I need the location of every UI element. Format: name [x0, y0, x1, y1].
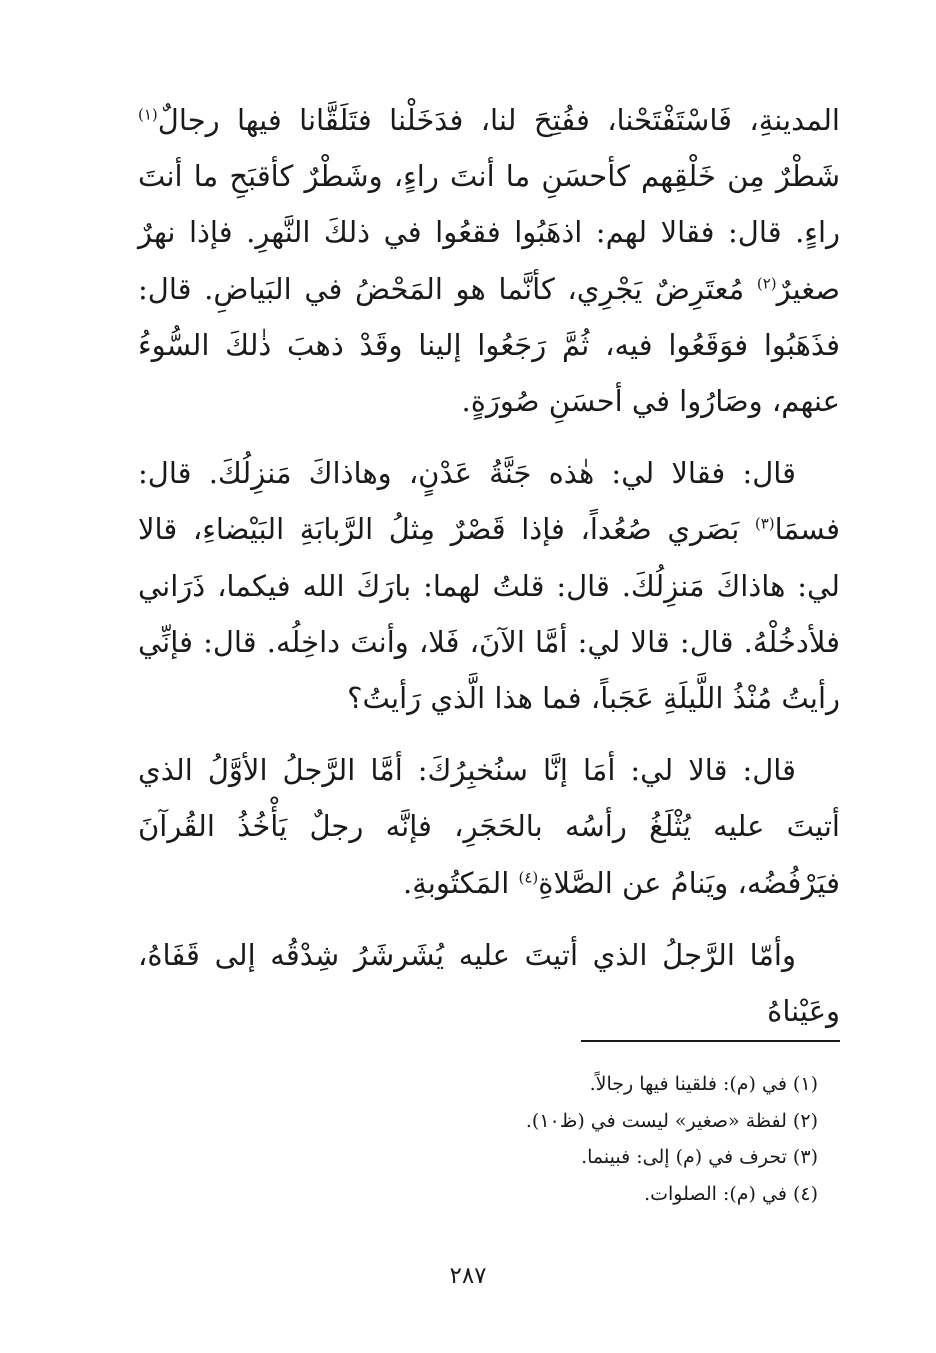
text-run: شَطْرٌ مِن خَلْقِهم كأحسَنِ ما أنتَ راءٍ، وشَطْرٌ كأقبَحِ ما أنتَ راءٍ. قال: فقالا لهم: اذهَبُوا فقعُوا في ذلكَ النَّهرِ. فإذا نهرٌ صغيرٌ [138, 159, 840, 306]
footnote-1: (١) في (م): فلقينا فيها رجالاً. [589, 1073, 818, 1095]
paragraph-3 [138, 742, 840, 911]
text-run: المدينةِ، فَاسْتَفْتَحْنا، ففُتِحَ لنا، فدَخَلْنا فتَلَقَّانا فيها رجالٌ [157, 103, 840, 137]
paragraph-1 [138, 92, 840, 429]
text-run: المَكتُوبةِ. [403, 865, 519, 900]
text-run: وأمّا الرَّجلُ الذي أتيتَ عليه يُشَرشَرُ شِدْقُه إلى قَفَاهُ، وعَيْناهُ [138, 937, 840, 1029]
body-text [138, 92, 840, 1055]
footnote-ref-2: (٢) [756, 273, 777, 292]
footnote-divider [581, 1040, 840, 1042]
text-run: مُعتَرِضٌ يَجْرِي، كأنَّما هو المَحْضُ في البَياضِ. قال: فذَهَبُوا فوَقَعُوا فيه، ثُمَّ رَجَعُوا إلينا وقَدْ ذهبَ ذٰلكَ السُّوءُ عنهم، وصَارُوا في أحسَنِ صُورَةٍ. [138, 271, 840, 419]
paragraph-4 [138, 927, 840, 1039]
footnote-ref-4: (٤) [518, 867, 539, 886]
footnote-3: (٣) تحرف في (م) إلى: فبينما. [581, 1146, 818, 1169]
page-number: ٢٨٧ [449, 1263, 487, 1289]
text-run: قال: فقالا لي: هٰذه جَنَّةُ عَدْنٍ، وهاذاكَ مَنزِلُكَ. قال: فسمَا [138, 456, 840, 547]
footnote-ref-3: (٣) [754, 514, 775, 533]
footnotes [138, 1066, 840, 1212]
text-run: قال: قالا لي: أمَا إنَّا سنُخبِرُكَ: أمَّا الرَّجلُ الأوَّلُ الذي أتيتَ عليه يُثْلَغُ رأسُه بالحَجَرِ، فإنَّه رجلٌ يَأْخُذُ القُرآنَ فيَرْفُضُه، ويَنامُ عن الصَّلاةِ [138, 753, 840, 900]
footnote-4: (٤) في (م): الصلوات. [644, 1182, 818, 1205]
footnote-2: (٢) لفظة «صغير» ليست في (ظ١٠). [525, 1109, 818, 1132]
footnote-ref-1: (١) [138, 105, 158, 124]
text-run: بَصَري صُعُداً، فإذا قَصْرٌ مِثلُ الرَّبابَةِ البَيْضاءِ، قالا لي: هاذاكَ مَنزِلُكَ. قال: قلتُ لهما: بارَكَ الله فيكما، ذَرَاني فلأدخُلْهُ. قال: قالا لي: أمَّا الآنَ، فَلا، وأنتَ داخِلُه. قال: فإنِّي رأيتُ مُنْذُ اللَّيلَةِ عَجَباً، فما هذا الَّذي رَأيتُ؟ [138, 512, 840, 716]
paragraph-2 [138, 445, 840, 726]
